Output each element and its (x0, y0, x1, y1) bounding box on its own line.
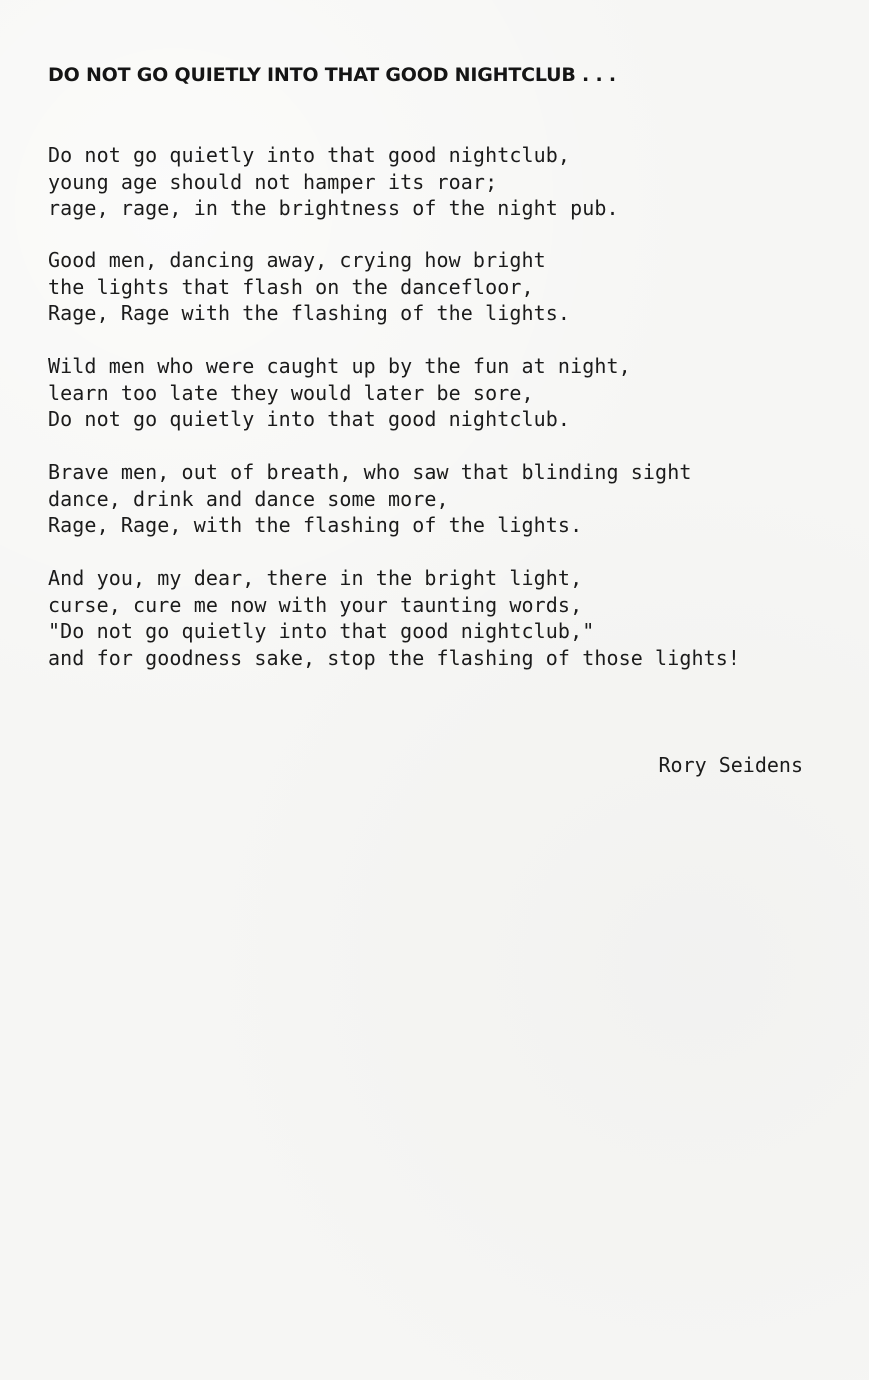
poem-line: the lights that flash on the dancefloor, (48, 274, 534, 299)
stanza-4 (48, 459, 848, 539)
stanza-2 (48, 247, 848, 327)
poem-title: DO NOT GO QUIETLY INTO THAT GOOD NIGHTCLUB . . . (48, 64, 616, 86)
poem-line: Do not go quietly into that good nightclub, (48, 143, 571, 167)
poem-line: curse, cure me now with your taunting words, (48, 592, 583, 617)
poem-line: young age should not hamper its roar; (48, 169, 498, 194)
poem-line: Do not go quietly into that good nightclub. (48, 407, 571, 431)
stanza-5 (48, 565, 848, 671)
poem-line: And you, my dear, there in the bright light, (48, 566, 583, 590)
stanza-3 (48, 353, 848, 433)
poem-line: dance, drink and dance some more, (48, 486, 449, 511)
poem-line: and for goodness sake, stop the flashing of those lights! (48, 645, 741, 670)
poem-line: Brave men, out of breath, who saw that blinding sight (48, 460, 692, 484)
poem-line: learn too late they would later be sore, (48, 380, 534, 405)
poem-line: Rage, Rage with the flashing of the lights. (48, 301, 571, 325)
stanza-1 (48, 142, 848, 222)
poem-line: rage, rage, in the brightness of the night pub. (48, 196, 619, 220)
poem-line: Wild men who were caught up by the fun at night, (48, 354, 631, 378)
poem-line: "Do not go quietly into that good nightclub," (48, 619, 595, 643)
poem-line: Rage, Rage, with the flashing of the lights. (48, 513, 583, 537)
poem-line: Good men, dancing away, crying how bright (48, 248, 546, 272)
author-signature: Rory Seidens (658, 753, 803, 777)
